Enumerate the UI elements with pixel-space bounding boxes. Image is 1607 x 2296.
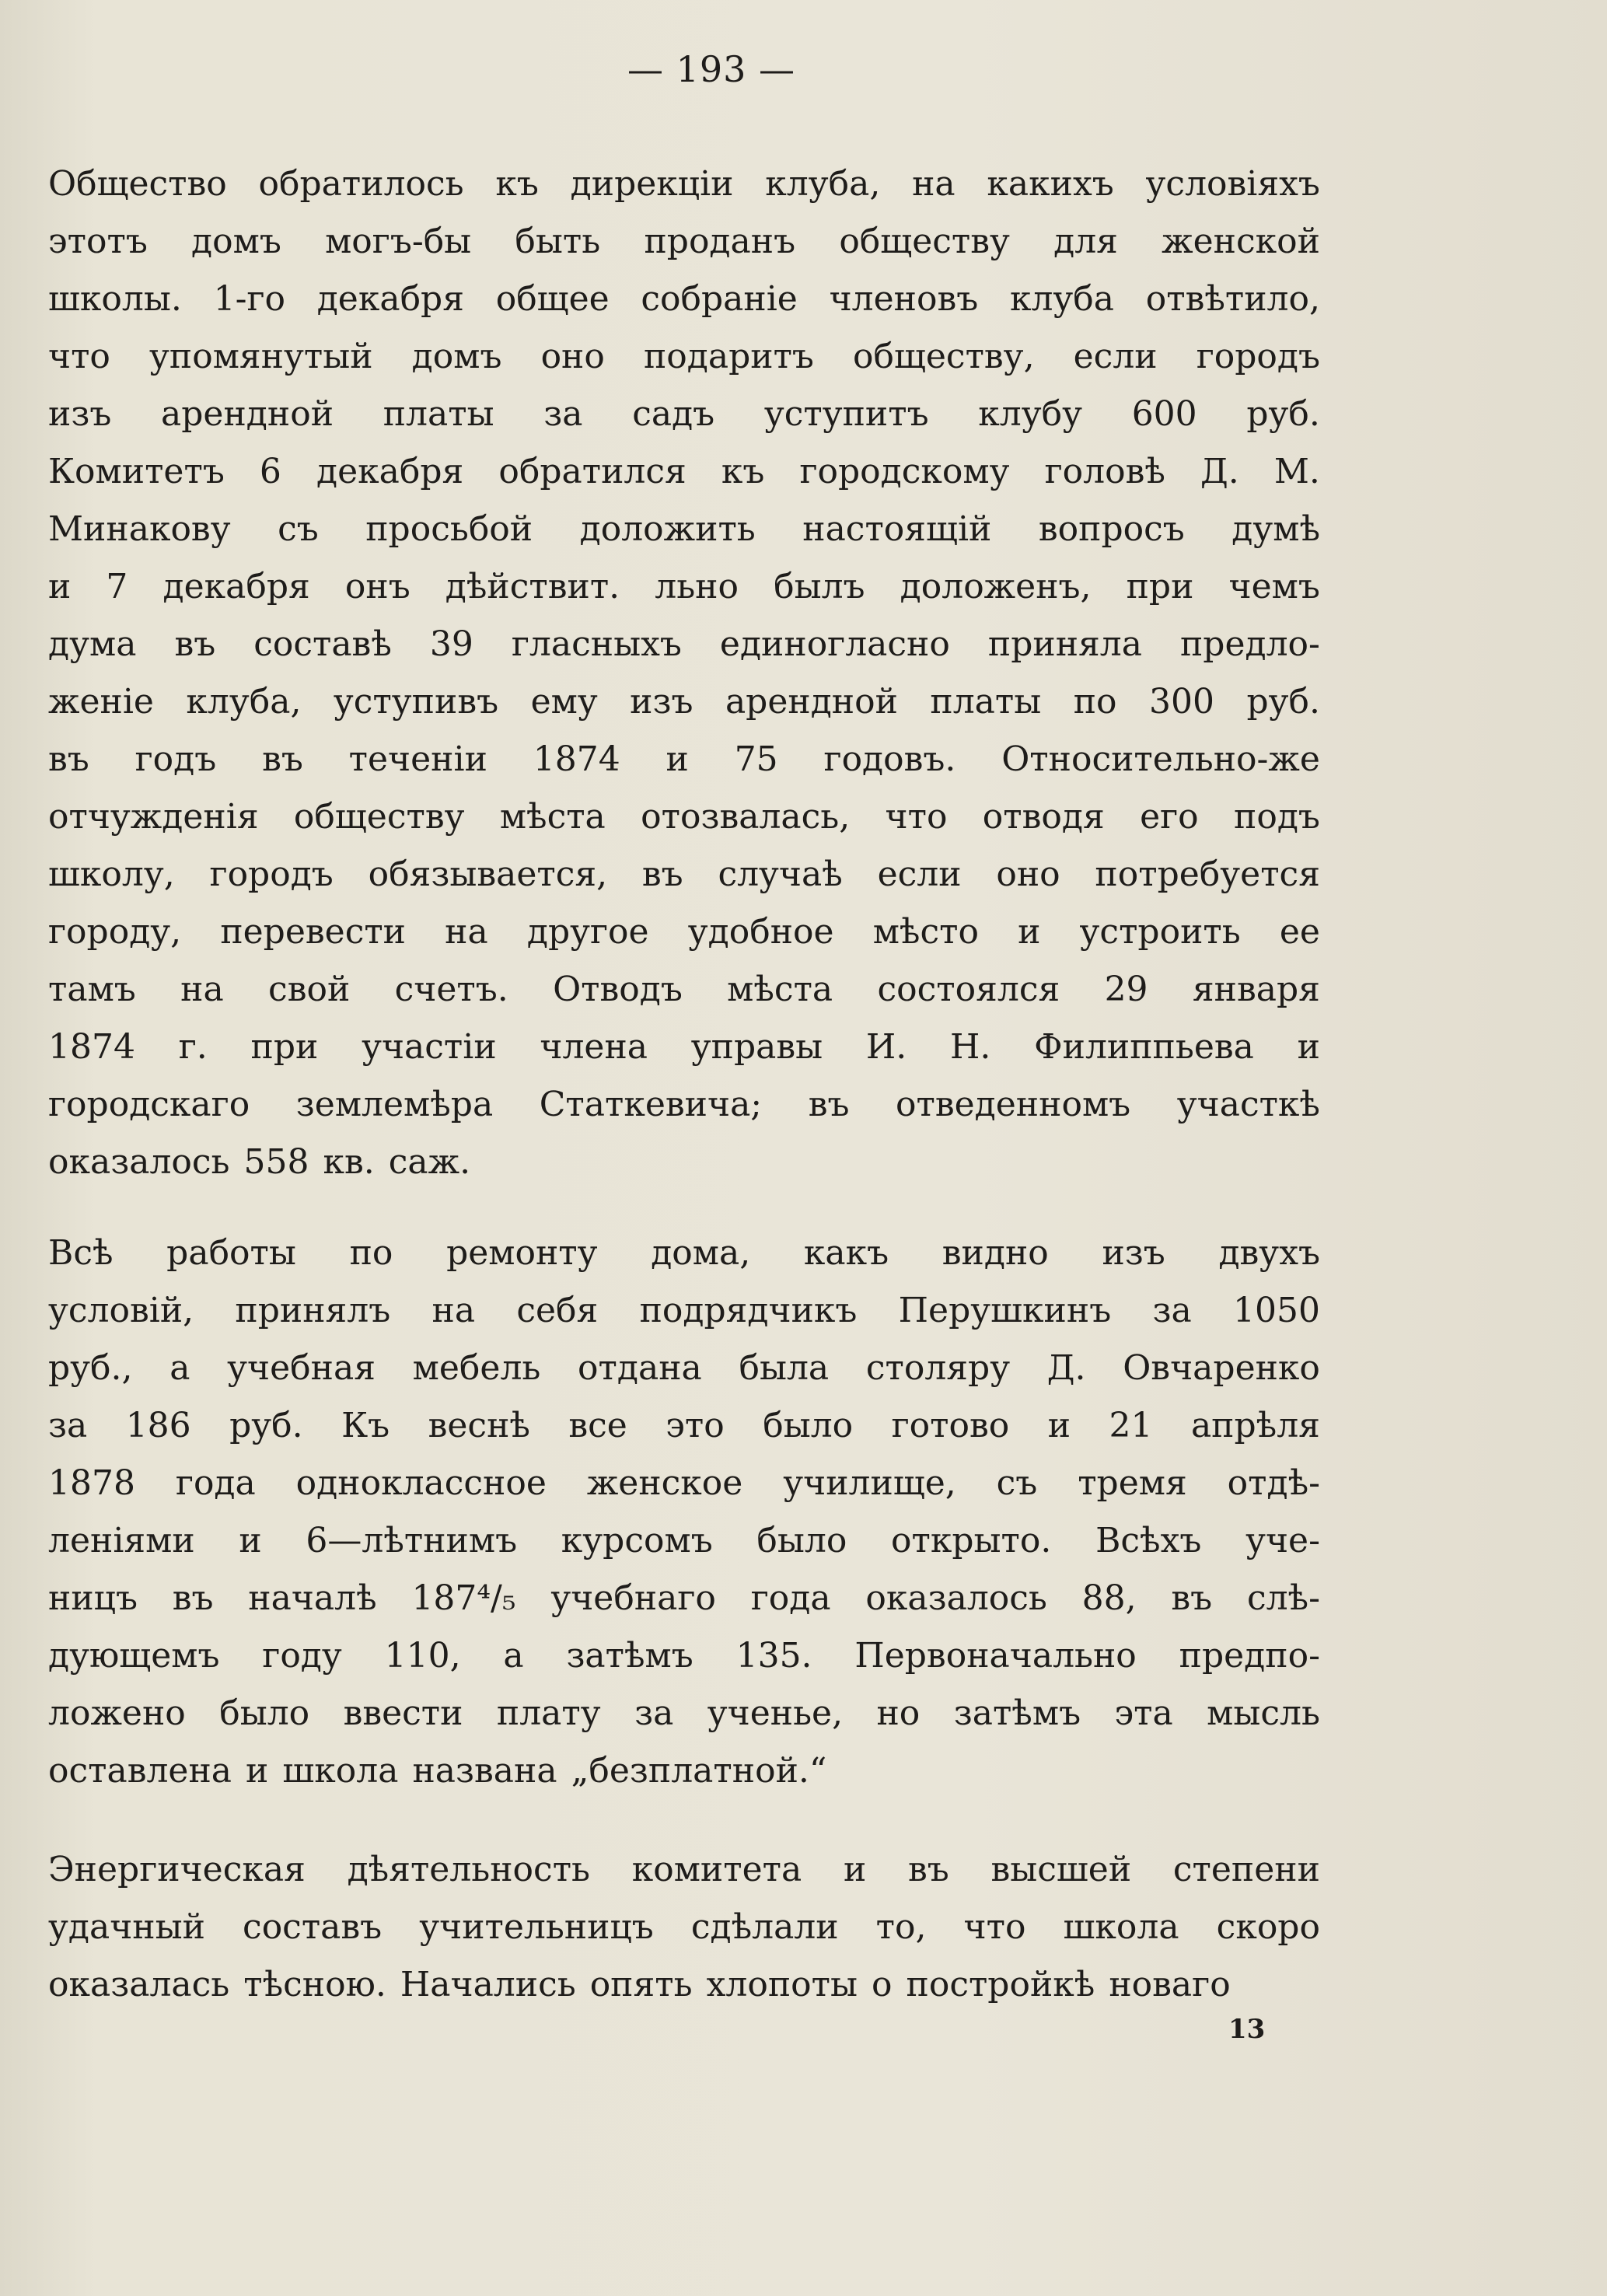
text-line: условій, принялъ на себя подрядчикъ Перушкинъ за 1050: [48, 1291, 1320, 1330]
signature-mark: 13: [1228, 2014, 1266, 2045]
text-line: отчужденія обществу мѣста отозвалась, что отводя его подъ: [48, 797, 1320, 837]
text-line: 1874 г. при участіи члена управы И. Н. Филиппьева и: [48, 1027, 1320, 1067]
text-line: изъ арендной платы за садъ уступитъ клубу 600 руб.: [48, 394, 1320, 434]
text-line: Всѣ работы по ремонту дома, какъ видно изъ двухъ: [48, 1233, 1320, 1273]
text-line: оставлена и школа названа „безплатной.“: [48, 1751, 827, 1791]
text-line: ложено было ввести плату за ученье, но затѣмъ эта мысль: [48, 1693, 1320, 1733]
text-line: и 7 декабря онъ дѣйствит. льно былъ доложенъ, при чемъ: [48, 567, 1320, 606]
text-line: что упомянутый домъ оно подаритъ обществу, если городъ: [48, 337, 1320, 376]
text-line: оказалась тѣсною. Начались опять хлопоты о постройкѣ новаго: [48, 1965, 1231, 2004]
page-number: — 193 —: [627, 48, 796, 90]
text-line: Комитетъ 6 декабря обратился къ городскому головѣ Д. М.: [48, 452, 1320, 491]
paragraph-2: [48, 1225, 1320, 1800]
text-line: городскаго землемѣра Статкевича; въ отведенномъ участкѣ: [48, 1085, 1320, 1124]
text-line: руб., а учебная мебель отдана была столяру Д. Овчаренко: [48, 1348, 1320, 1388]
text-line: Энергическая дѣятельность комитета и въ высшей степени: [48, 1850, 1320, 1889]
paragraph-3: [48, 1841, 1320, 2014]
text-line: женіе клуба, уступивъ ему изъ арендной платы по 300 руб.: [48, 682, 1320, 722]
text-line: тамъ на свой счетъ. Отводъ мѣста состоялся 29 января: [48, 970, 1320, 1009]
text-line: городу, перевести на другое удобное мѣсто и устроить ее: [48, 912, 1320, 952]
text-line: въ годъ въ теченіи 1874 и 75 годовъ. Относительно-же: [48, 739, 1320, 779]
text-line: Общество обратилось къ дирекціи клуба, на какихъ условіяхъ: [48, 164, 1320, 204]
text-line: этотъ домъ могъ-бы быть проданъ обществу для женской: [48, 222, 1320, 261]
text-line: удачный составъ учительницъ сдѣлали то, что школа скоро: [48, 1907, 1320, 1947]
paragraph-1: [48, 156, 1320, 1191]
text-line: дума въ составѣ 39 гласныхъ единогласно приняла предло-: [48, 624, 1320, 664]
text-line: леніями и 6—лѣтнимъ курсомъ было открыто. Всѣхъ уче-: [48, 1521, 1320, 1560]
text-line: за 186 руб. Къ веснѣ все это было готово и 21 апрѣля: [48, 1406, 1320, 1445]
text-line: дующемъ году 110, а затѣмъ 135. Первоначально предпо-: [48, 1636, 1320, 1676]
text-line: 1878 года одноклассное женское училище, съ тремя отдѣ-: [48, 1463, 1320, 1503]
text-line: Минакову съ просьбой доложить настоящій вопросъ думѣ: [48, 509, 1320, 549]
text-line: ницъ въ началѣ 187⁴/₅ учебнаго года оказалось 88, въ слѣ-: [48, 1578, 1320, 1618]
text-line: оказалось 558 кв. саж.: [48, 1142, 471, 1182]
text-line: школу, городъ обязывается, въ случаѣ если оно потребуется: [48, 854, 1320, 894]
text-line: школы. 1-го декабря общее собраніе членовъ клуба отвѣтило,: [48, 279, 1320, 319]
